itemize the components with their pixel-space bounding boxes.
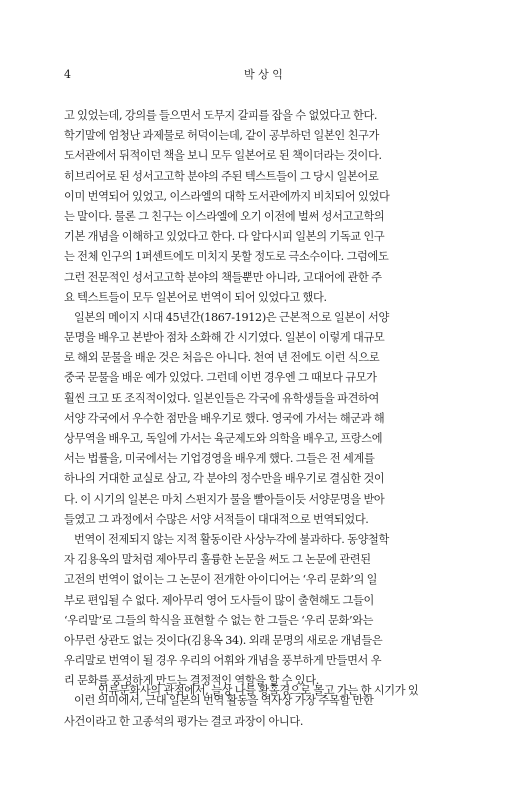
paragraph-start-line: 번역이 전제되지 않는 지적 활동이란 사상누각에 불과하다. 동양철학 [74,532,389,546]
text-line: 히브리어로 된 성서고고학 분야의 주된 텍스트들이 그 당시 일본어로 [64,169,379,183]
text-line: 들였고 그 과정에서 수많은 서양 서적들이 대대적으로 번역되었다. [64,512,369,526]
text-line: 리 문화를 풍성하게 만드는 결정적인 역할을 할 수 있다. [64,674,319,688]
text-line: 다. 이 시기의 일본은 마치 스펀지가 물을 빨아들이듯 서양문명을 받아 [64,492,385,506]
text-line: 하나의 거대한 교실로 삼고, 각 분야의 정수만을 배우기로 결심한 것이 [64,472,385,486]
text-line: 학기말에 엄청난 과제물로 허덕이는데, 같이 공부하던 일본인 친구가 [64,129,379,143]
running-head-author: 박 상 익 [244,68,283,81]
text-line: 중국 문물을 배운 예가 있었다. 그런데 이번 경우엔 그 때보다 규모가 [64,371,377,385]
text-line: 아무런 상관도 없는 것이다(김용옥 34). 외래 문명의 새로운 개념들은 [64,633,383,647]
text-line: ‘우리말’로 그들의 학식을 표현할 수 없는 한 그들은 ‘우리 문화’와는 [64,613,374,627]
paragraph-start-line: 일본의 메이지 시대 45년간(1867-1912)은 근본적으로 일본이 서양 [74,310,389,324]
text-line: 고 있었는데, 강의를 들으면서 도무지 갈피를 잡을 수 없었다고 한다. [64,109,378,122]
page-number: 4 [64,68,71,81]
text-line: 우리말로 번역이 될 경우 우리의 어휘와 개념을 풍부하게 만들면서 우 [64,654,382,668]
text-line: 그런 전문적인 성서고고학 분야의 책들뿐만 아니라, 고대어에 관한 주 [64,270,382,284]
text-line: 서는 법률을, 미국에서는 기업경영을 배우게 했다. 그들은 전 세계를 [64,452,375,466]
text-line: 자 김용옥의 말처럼 제아무리 훌륭한 논문을 써도 그 논문에 관련된 [64,553,371,567]
text-line: 서양 각국에서 우수한 점만을 배우기로 했다. 영국에 가서는 해군과 해 [64,411,385,425]
text-line: 요 텍스트들이 모두 일본어로 번역이 되어 있었다고 했다. [64,290,327,304]
section-opening-line: 인류문화사의 관점에서, 늘상 나를 황홀경으로 몰고 가는 한 시기가 있 [98,684,419,697]
text-line: 는 전체 인구의 1퍼센트에도 미치지 못할 정도로 극소수이다. 그럼에도 [64,250,389,264]
text-line: 사건이라고 한 고종석의 평가는 결코 과장이 아니다. [64,714,304,728]
text-line: 훨씬 크고 또 조직적이었다. 일본인들은 각국에 유학생들을 파견하여 [64,391,379,405]
text-line: 기본 개념을 이해하고 있었다고 한다. 다 알다시피 일본의 기독교 인구 [64,230,385,244]
text-line: 이미 번역되어 있었고, 이스라엘의 대학 도서관에까지 비치되어 있었다 [64,189,390,203]
text-line: 상무역을 배우고, 독일에 가서는 육군제도와 의학을 배우고, 프랑스에 [64,432,383,445]
paragraph-start-line: 이런 의미에서, 근대 일본의 번역 활동을 역사상 가장 주목할 만한 [74,694,374,708]
text-line: 도서관에서 뒤적이던 책을 보니 모두 일본어로 된 책이더라는 것이다. [64,149,382,163]
text-line: 로 해외 문물을 배운 것은 처음은 아니다. 천여 년 전에도 이런 식으로 [64,351,380,365]
body-text [64,106,474,732]
text-line: 는 말이다. 물론 그 친구는 이스라엘에 오기 이전에 벌써 성서고고학의 [64,209,385,223]
text-line: 고전의 번역이 없이는 그 논문이 전개한 아이디어는 ‘우리 문화’의 일 [64,573,378,587]
text-line: 문명을 배우고 본받아 점차 소화해 간 시기였다. 일본이 이렇게 대규모 [64,331,385,345]
page-header [0,67,525,83]
text-line: 부로 편입될 수 없다. 제아무리 영어 도사들이 많이 출현해도 그들이 [64,593,374,607]
